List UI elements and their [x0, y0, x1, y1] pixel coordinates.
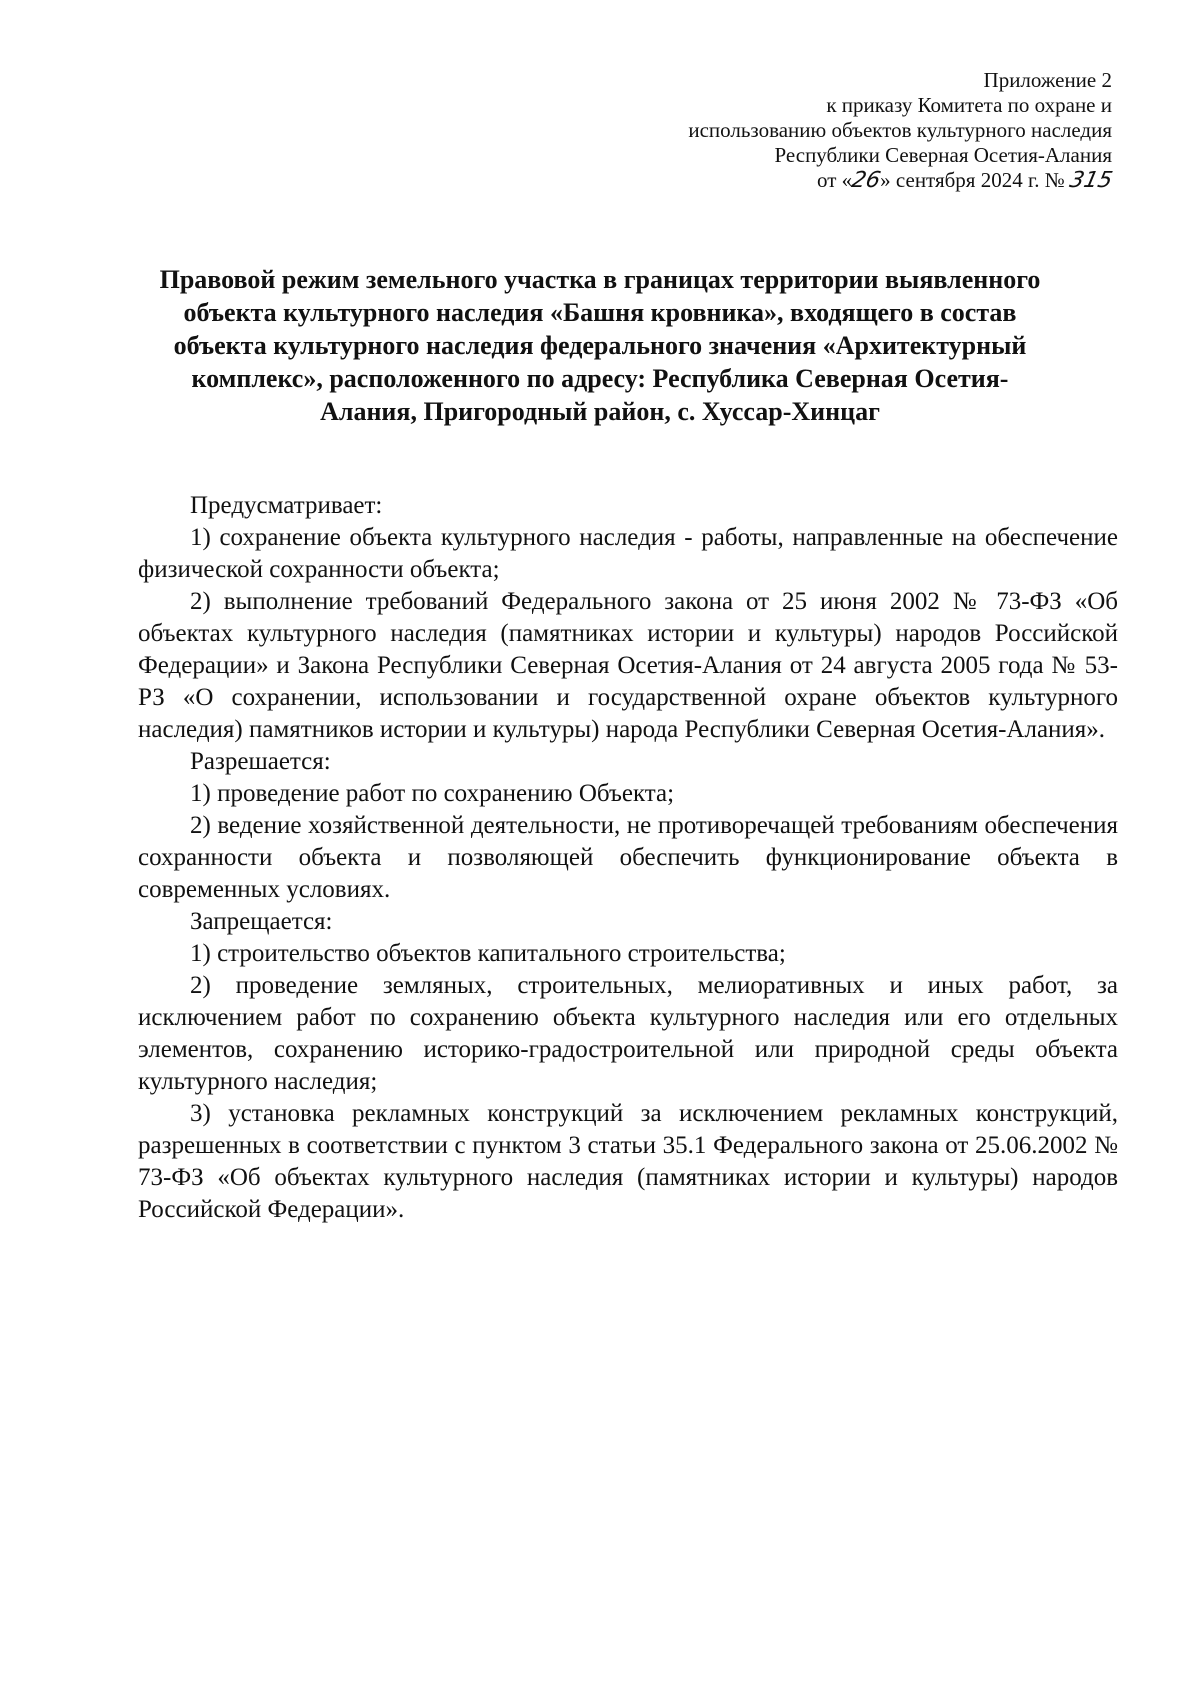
- document-title: [120, 263, 1080, 428]
- forbidden-item-3: 3) установка рекламных конструкций за исключением рекламных конструкций, разрешенных в соответствии с пунктом 3 статьи 35.1 Федерального закона от 25.06.2002 № 73-ФЗ «Об объектах культурного наследия (памятниках истории и культуры) народов Российской Федерации».: [138, 1100, 1118, 1223]
- appendix-header: [512, 68, 1115, 193]
- allowed-item-1: 1) проведение работ по сохранению Объекта;: [190, 780, 675, 807]
- order-date-prefix: от «: [817, 168, 853, 192]
- order-reference-line: к приказу Комитета по охране и: [826, 93, 1112, 117]
- appendix-number: Приложение 2: [983, 68, 1112, 92]
- allowed-label: Разрешается:: [190, 748, 331, 775]
- order-date-line: [512, 168, 1115, 193]
- title-line: Правовой режим земельного участка в границах территории выявленного: [159, 265, 1041, 294]
- forbidden-item-1: 1) строительство объектов капитального строительства;: [190, 940, 786, 967]
- allowed-item-2: 2) ведение хозяйственной деятельности, не противоречащей требованиям обеспечения сохранности объекта и позволяющей обеспечить функционирование объекта в современных условиях.: [138, 812, 1118, 903]
- forbidden-item-2: 2) проведение земляных, строительных, мелиоративных и иных работ, за исключением работ по сохранению объекта культурного наследия или его отдельных элементов, сохранению историко-градостроительной или природной среды объекта культурного наследия;: [138, 972, 1118, 1095]
- provides-item-2: 2) выполнение требований Федерального закона от 25 июня 2002 № 73-ФЗ «Об объектах культурного наследия (памятниках истории и культуры) народов Российской Федерации» и Закона Республики Северная Осетия-Алания от 24 августа 2005 года № 53-РЗ «О сохранении, использовании и государственной охране объектов культурного наследия) памятников истории и культуры) народа Республики Северная Осетия-Алания».: [138, 588, 1118, 743]
- title-line: объекта культурного наследия федерального значения «Архитектурный: [173, 331, 1027, 360]
- title-line: Алания, Пригородный район, с. Хуссар-Хинцаг: [320, 397, 880, 426]
- document-body: [138, 490, 1118, 1226]
- title-line: комплекс», расположенного по адресу: Республика Северная Осетия-: [191, 364, 1009, 393]
- forbidden-label: Запрещается:: [190, 908, 333, 935]
- republic-name-line: Республики Северная Осетия-Алания: [774, 143, 1112, 167]
- committee-name-line: использованию объектов культурного наследия: [688, 118, 1112, 142]
- provides-label: Предусматривает:: [190, 492, 383, 519]
- title-line: объекта культурного наследия «Башня кровника», входящего в состав: [183, 298, 1017, 327]
- order-date-mid: » сентября 2024 г. №: [880, 168, 1070, 192]
- order-number-handwritten: 315: [1067, 168, 1115, 193]
- provides-item-1: 1) сохранение объекта культурного наследия - работы, направленные на обеспечение физической сохранности объекта;: [138, 524, 1118, 583]
- order-day-handwritten: 26: [849, 168, 883, 193]
